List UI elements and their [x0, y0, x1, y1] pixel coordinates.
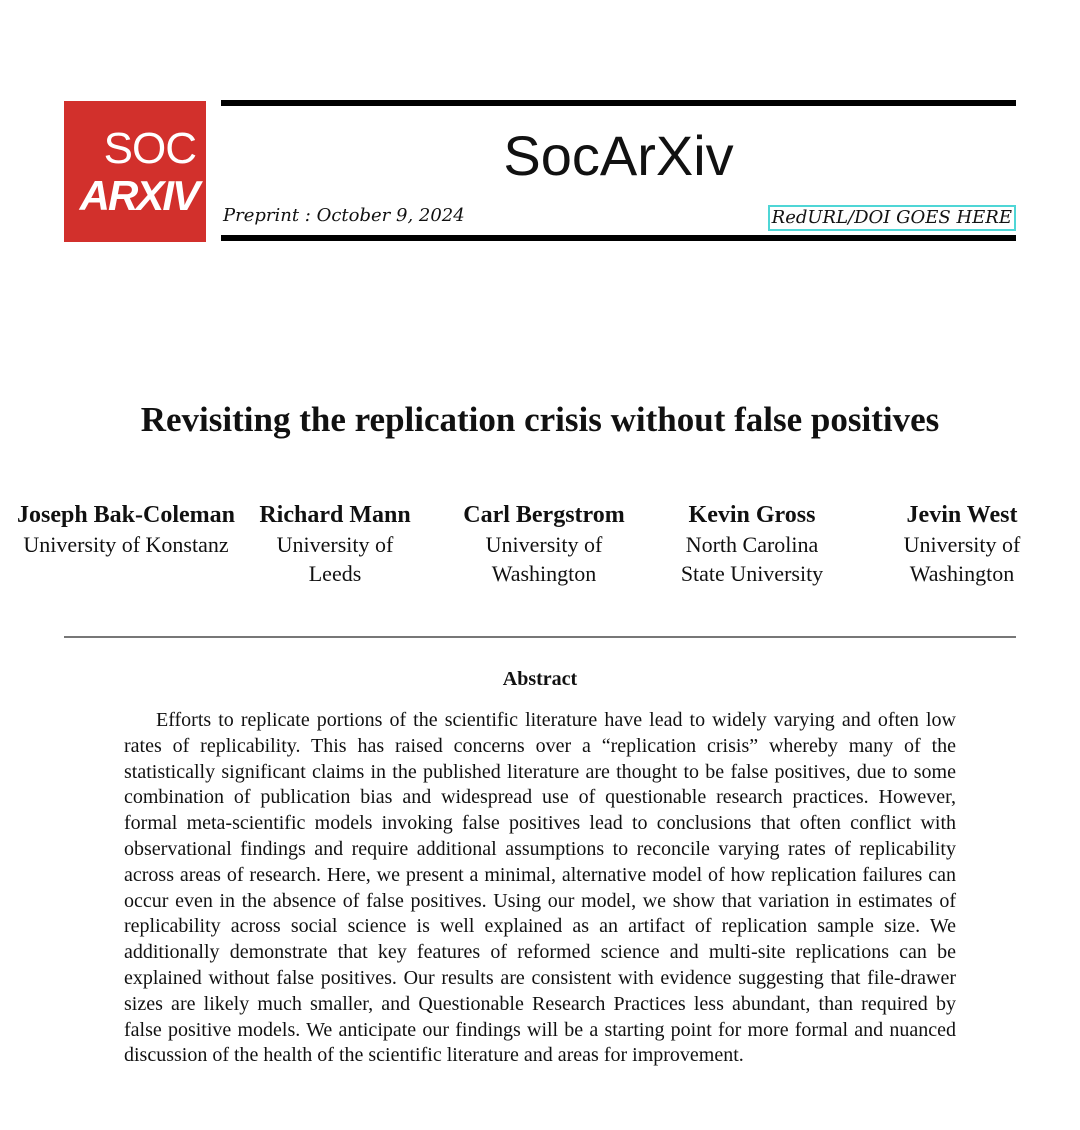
author-name: Richard Mann [259, 502, 411, 528]
author-block [6, 500, 246, 559]
author-affiliation: University of Leeds [276, 532, 394, 586]
author-block [452, 500, 636, 588]
journal-name: SocArXiv [503, 124, 734, 187]
author-block [890, 500, 1034, 588]
author-name: Carl Bergstrom [463, 502, 625, 528]
section-divider [64, 636, 1016, 638]
author-affiliation: North Carolina State University [680, 532, 824, 586]
author-affiliation: University of Washington [485, 532, 603, 586]
author-name: Joseph Bak-Coleman [16, 502, 236, 528]
author-list [0, 500, 1080, 600]
author-block [252, 500, 418, 588]
paper-title: Revisiting the replication crisis without false positives [140, 400, 940, 439]
logo-text-soc: SOC [103, 124, 196, 173]
author-affiliation: University of Konstanz [23, 532, 229, 557]
author-affiliation: University of Washington [903, 532, 1021, 586]
doi-link[interactable]: RedURL/DOI GOES HERE [768, 205, 1016, 231]
abstract-text: Efforts to replicate portions of the scientific literature have lead to widely varying and often low rates of replicability. This has raised concerns over a “replication crisis” whereby many of the statistically significant claims in the published literature are thought to be false positives, due to some combination of publication bias and widespread use of questionable research practices. However, formal meta-scientific models invoking false positives lead to conclusions that often conflict with observational findings and require additional assumptions to reconcile varying rates of replicability across areas of research. Here, we present a minimal, alternative model of how replication failures can occur even in the absence of false positives. Using our model, we show that variation in estimates of replicability across social science is well explained as an artifact of replication sample size. We additionally demonstrate that key features of reformed science and multi-site replications can be explained without false positives. Our results are consistent with evidence suggesting that file-drawer sizes are likely much smaller, and Questionable Research Practices less abundant, than required by false positive models. We anticipate our findings will be a starting point for more formal and nuanced discussion of the health of the scientific literature and areas for improvement. [124, 709, 956, 1067]
header-rule-top [221, 100, 1016, 106]
abstract-heading: Abstract [502, 668, 578, 690]
header-rule-bottom [221, 235, 1016, 241]
author-block [664, 500, 840, 588]
logo-text-arxiv: ARXIV [79, 172, 198, 219]
socarxiv-logo [64, 101, 206, 242]
author-name: Jevin West [906, 502, 1018, 528]
preprint-date: Preprint : October 9, 2024 [223, 205, 465, 226]
author-name: Kevin Gross [688, 502, 816, 528]
